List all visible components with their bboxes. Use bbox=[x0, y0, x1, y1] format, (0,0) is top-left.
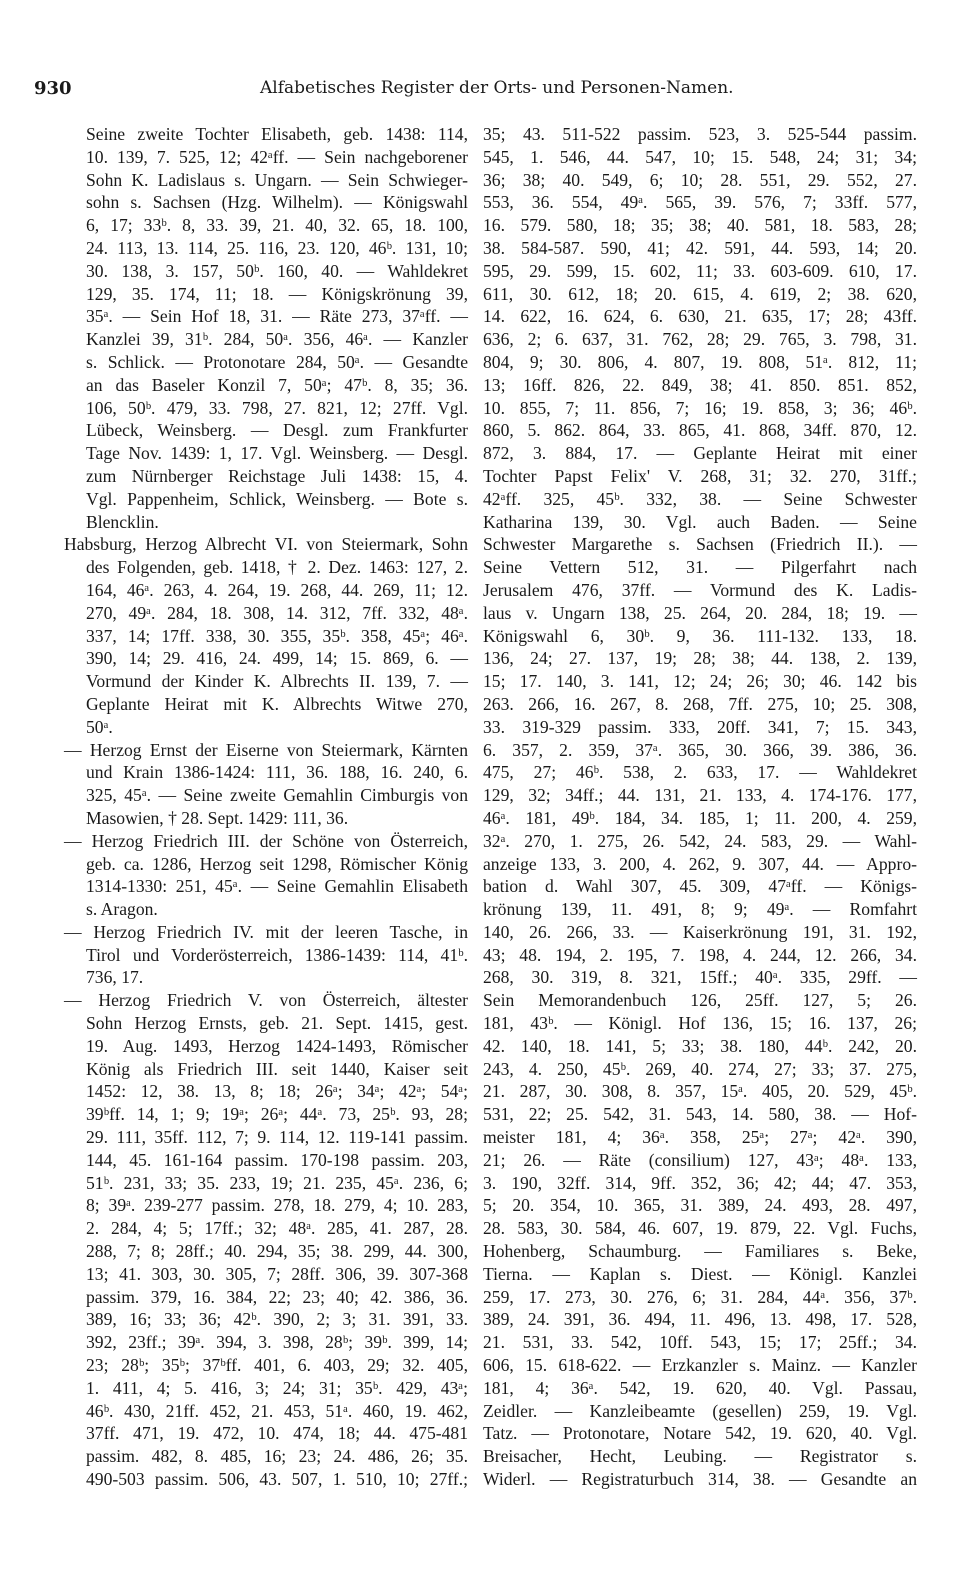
register-line: 50ᵃ. bbox=[86, 716, 113, 737]
register-line: 23; 28ᵇ; 35ᵇ; 37ᵇff. 401, 6. 403, 29; 32. 405, bbox=[86, 1355, 468, 1376]
running-title: Alfabetisches Register der Orts- und Personen-Namen. bbox=[260, 78, 734, 98]
register-line: 531, 22; 25. 542, 31. 543, 14. 580, 38. — Hof- bbox=[483, 1104, 917, 1125]
register-line: 51ᵇ. 231, 33; 35. 233, 19; 21. 235, 45ᵃ. 236, 6; bbox=[86, 1172, 468, 1193]
register-line: 804, 9; 30. 806, 4. 807, 19. 808, 51ᵃ. 812, 11; bbox=[483, 351, 917, 372]
register-line: 243, 4. 250, 45ᵇ. 269, 40. 274, 27; 33; 37. 275, bbox=[483, 1058, 917, 1079]
register-line: 390, 14; 29. 416, 24. 499, 14; 15. 869, 6. — bbox=[86, 648, 468, 669]
register-line: — Herzog Friedrich IV. mit der leeren Tasche, in bbox=[64, 921, 468, 942]
register-line: 181, 4; 36ᵃ. 542, 19. 620, 40. Vgl. Passau, bbox=[483, 1377, 917, 1398]
register-line: 14. 622, 16. 624, 6. 630, 21. 635, 17; 28; 43ff. bbox=[483, 306, 917, 327]
register-line: bation d. Wahl 307, 45. 309, 47ᵃff. — Königs- bbox=[483, 876, 917, 897]
register-line: 636, 2; 6. 637, 31. 762, 28; 29. 765, 3. 798, 31. bbox=[483, 329, 917, 350]
register-line: 325, 45ᵃ. — Seine zweite Gemahlin Cimburgis von bbox=[86, 785, 468, 806]
register-line: 611, 30. 612, 18; 20. 615, 4. 619, 2; 38. 620, bbox=[483, 283, 917, 304]
register-line: Tierna. — Kaplan s. Diest. — Königl. Kanzlei bbox=[483, 1263, 917, 1284]
register-line: des Folgenden, geb. 1418, † 2. Dez. 1463: 127, 2. bbox=[86, 557, 468, 578]
register-line: 259, 17. 273, 30. 276, 6; 31. 284, 44ᵃ. 356, 37ᵇ. bbox=[483, 1286, 917, 1307]
register-line: 43; 48. 194, 2. 195, 7. 198, 4. 244, 12. 266, 34. bbox=[483, 944, 917, 965]
register-line: 6. 357, 2. 359, 37ᵃ. 365, 30. 366, 39. 386, 36. bbox=[483, 739, 917, 760]
register-line: 13; 16ff. 826, 22. 849, 38; 41. 850. 851. 852, bbox=[483, 374, 917, 395]
register-line: Zeidler. — Kanzleibeamte (gesellen) 259, 19. Vgl. bbox=[483, 1400, 917, 1421]
register-line: 144, 45. 161-164 passim. 170-198 passim. 203, bbox=[86, 1149, 468, 1170]
register-line: 19. Aug. 1493, Herzog 1424-1493, Römischer bbox=[86, 1035, 468, 1056]
register-line: 36; 38; 40. 549, 6; 10; 28. 551, 29. 552, 27. bbox=[483, 169, 917, 190]
register-line: 389, 16; 33; 36; 42ᵇ. 390, 2; 3; 31. 391, 33. bbox=[86, 1309, 468, 1330]
register-line: 129, 32; 34ff.; 44. 131, 21. 133, 4. 174-176. 177, bbox=[483, 785, 917, 806]
register-line: laus v. Ungarn 138, 25. 264, 20. 284, 18; 19. — bbox=[483, 602, 917, 623]
register-line: krönung 139, 11. 491, 8; 9; 49ᵃ. — Romfahrt bbox=[483, 899, 917, 920]
register-line: — Herzog Ernst der Eiserne von Steiermark, Kärnten bbox=[64, 739, 468, 760]
register-line: 545, 1. 546, 44. 547, 10; 15. 548, 24; 31; 34; bbox=[483, 146, 917, 167]
register-line: Breisacher, Hecht, Leubing. — Registrator s. bbox=[483, 1446, 917, 1467]
register-line: 140, 26. 266, 33. — Kaiserkrönung 191, 31. 192, bbox=[483, 921, 917, 942]
register-line: Geplante Heirat mit K. Albrechts Witwe 270, bbox=[86, 693, 468, 714]
register-line: passim. 482, 8. 485, 16; 23; 24. 486, 26; 35. bbox=[86, 1446, 468, 1467]
register-line: geb. ca. 1286, Herzog seit 1298, Römischer König bbox=[86, 853, 468, 874]
register-line: König als Friedrich III. seit 1440, Kaiser seit bbox=[86, 1058, 468, 1079]
right-column bbox=[483, 123, 917, 1491]
register-line: 46ᵇ. 430, 21ff. 452, 21. 453, 51ᵃ. 460, 19. 462, bbox=[86, 1400, 468, 1421]
register-line: 268, 30. 319, 8. 321, 15ff.; 40ᵃ. 335, 29ff. — bbox=[483, 967, 917, 988]
register-line: Sein Memorandenbuch 126, 25ff. 127, 5; 26. bbox=[483, 990, 917, 1011]
register-line: 32ᵃ. 270, 1. 275, 26. 542, 24. 583, 29. — Wahl- bbox=[483, 830, 917, 851]
register-line: 21. 531, 33. 542, 10ff. 543, 15; 17; 25ff.; 34. bbox=[483, 1332, 917, 1353]
register-line: Sohn K. Ladislaus s. Ungarn. — Sein Schwieger- bbox=[86, 169, 468, 190]
page-header bbox=[34, 78, 894, 108]
register-line: Seine Vettern 512, 31. — Pilgerfahrt nach bbox=[483, 557, 917, 578]
register-line: zum Nürnberger Reichstage Juli 1438: 15, 4. bbox=[86, 465, 468, 486]
register-line: 35; 43. 511-522 passim. 523, 3. 525-544 passim. bbox=[483, 124, 917, 144]
register-line: 736, 17. bbox=[86, 967, 144, 988]
register-line: 490-503 passim. 506, 43. 507, 1. 510, 10; 27ff.; bbox=[86, 1469, 468, 1490]
register-line: 1314-1330: 251, 45ᵃ. — Seine Gemahlin Elisabeth bbox=[86, 876, 468, 897]
register-line: 860, 5. 862. 864, 33. 865, 41. 868, 34ff. 870, 12. bbox=[483, 420, 917, 441]
register-line: passim. 379, 16. 384, 22; 23; 40; 42. 386, 36. bbox=[86, 1286, 468, 1307]
left-column bbox=[64, 123, 468, 1491]
register-line: 21; 26. — Räte (consilium) 127, 43ᵃ; 48ᵃ. 133, bbox=[483, 1149, 917, 1170]
register-line: 29. 111, 35ff. 112, 7; 9. 114, 12. 119-141 passim. bbox=[86, 1127, 468, 1148]
register-line: Tochter Papst Felix' V. 268, 31; 32. 270, 31ff.; bbox=[483, 465, 917, 486]
register-line: 129, 35. 174, 11; 18. — Königskrönung 39, bbox=[86, 283, 468, 304]
register-line: 21. 287, 30. 308, 8. 357, 15ᵃ. 405, 20. 529, 45ᵇ. bbox=[483, 1081, 917, 1102]
register-line: 263. 266, 16. 267, 8. 268, 7ff. 275, 10; 25. 308, bbox=[483, 693, 917, 714]
register-line: 35ᵃ. — Sein Hof 18, 31. — Räte 273, 37ᵃff. — bbox=[86, 306, 468, 327]
register-line: anzeige 133, 3. 200, 4. 262, 9. 307, 44. — Appro- bbox=[483, 853, 917, 874]
register-line: 164, 46ᵃ. 263, 4. 264, 19. 268, 44. 269, 11; 12. bbox=[86, 579, 468, 600]
register-line: Blencklin. bbox=[86, 511, 159, 532]
register-line: Masowien, † 28. Sept. 1429: 111, 36. bbox=[86, 807, 349, 828]
register-line: 475, 27; 46ᵇ. 538, 2. 633, 17. — Wahldekret bbox=[483, 762, 917, 783]
register-line: Katharina 139, 30. Vgl. auch Baden. — Seine bbox=[483, 511, 917, 532]
register-line: 8; 39ᵃ. 239-277 passim. 278, 18. 279, 4; 10. 283, bbox=[86, 1195, 468, 1216]
register-line: 606, 15. 618-622. — Erzkanzler s. Mainz. — Kanzler bbox=[483, 1355, 917, 1376]
register-line: 270, 49ᵃ. 284, 18. 308, 14. 312, 7ff. 332, 48ᵃ. bbox=[86, 602, 468, 623]
register-line: 1452: 12, 38. 13, 8; 18; 26ᵃ; 34ᵃ; 42ᵃ; 54ᵃ; bbox=[86, 1081, 468, 1102]
register-line: Königswahl 6, 30ᵇ. 9, 36. 111-132. 133, 18. bbox=[483, 625, 917, 646]
register-line: — Herzog Friedrich III. der Schöne von Österreich, bbox=[64, 830, 468, 851]
register-line: an das Baseler Konzil 7, 50ᵃ; 47ᵇ. 8, 35; 36. bbox=[86, 374, 468, 395]
register-line: 181, 43ᵇ. — Königl. Hof 136, 15; 16. 137, 26; bbox=[483, 1013, 917, 1034]
register-line: 106, 50ᵇ. 479, 33. 798, 27. 821, 12; 27ff. Vgl. bbox=[86, 397, 468, 418]
register-line: 42. 140, 18. 141, 5; 33; 38. 180, 44ᵇ. 242, 20. bbox=[483, 1035, 917, 1056]
page-number: 930 bbox=[34, 78, 72, 99]
register-line: Kanzlei 39, 31ᵇ. 284, 50ᵃ. 356, 46ᵃ. — Kanzler bbox=[86, 329, 468, 350]
register-line: 1. 411, 4; 5. 416, 3; 24; 31; 35ᵇ. 429, 43ᵃ; bbox=[86, 1377, 468, 1398]
register-line: Jerusalem 476, 37ff. — Vormund des K. Ladis- bbox=[483, 579, 917, 600]
register-line: 13; 41. 303, 30. 305, 7; 28ff. 306, 39. 307-368 bbox=[86, 1263, 468, 1284]
register-line: Tatz. — Protonotare, Notare 542, 19. 620, 40. Vgl. bbox=[483, 1423, 917, 1444]
register-line: 28. 583, 30. 584, 46. 607, 19. 879, 22. Vgl. Fuchs, bbox=[483, 1218, 917, 1239]
register-line: 42ᵃff. 325, 45ᵇ. 332, 38. — Seine Schwester bbox=[483, 488, 917, 509]
register-line: Tage Nov. 1439: 1, 17. Vgl. Weinsberg. — Desgl. bbox=[86, 443, 468, 464]
register-line: 16. 579. 580, 18; 35; 38; 40. 581, 18. 583, 28; bbox=[483, 215, 917, 236]
register-line: Tirol und Vorderösterreich, 1386-1439: 114, 41ᵇ. bbox=[86, 944, 468, 965]
register-line: 553, 36. 554, 49ᵃ. 565, 39. 576, 7; 33ff. 577, bbox=[483, 192, 917, 213]
register-line: 5; 20. 354, 10. 365, 31. 389, 24. 493, 28. 497, bbox=[483, 1195, 917, 1216]
register-line: 15; 17. 140, 3. 141, 12; 24; 26; 30; 46. 142 bis bbox=[483, 671, 917, 692]
register-line: 39ᵇff. 14, 1; 9; 19ᵃ; 26ᵃ; 44ᵃ. 73, 25ᵇ. 93, 28; bbox=[86, 1104, 468, 1125]
register-line: 3. 190, 32ff. 314, 9ff. 352, 36; 42; 44; 47. 353, bbox=[483, 1172, 917, 1193]
register-line: 392, 23ff.; 39ᵃ. 394, 3. 398, 28ᵇ; 39ᵇ. 399, 14; bbox=[86, 1332, 468, 1353]
register-line: 30. 138, 3. 157, 50ᵇ. 160, 40. — Wahldekret bbox=[86, 260, 468, 281]
register-line: und Krain 1386-1424: 111, 36. 188, 16. 240, 6. bbox=[86, 762, 468, 783]
register-line: Seine zweite Tochter Elisabeth, geb. 1438: 114, bbox=[86, 124, 468, 144]
register-line: 38. 584-587. 590, 41; 42. 591, 44. 593, 14; 20. bbox=[483, 237, 917, 258]
register-line: Vormund der Kinder K. Albrechts II. 139, 7. — bbox=[86, 671, 468, 692]
register-line: 872, 3. 884, 17. — Geplante Heirat mit einer bbox=[483, 443, 917, 464]
register-line: — Herzog Friedrich V. von Österreich, ältester bbox=[64, 990, 468, 1011]
register-line: 46ᵃ. 181, 49ᵇ. 184, 34. 185, 1; 11. 200, 4. 259, bbox=[483, 807, 917, 828]
register-line: Schwester Margarethe s. Sachsen (Friedrich II.). — bbox=[483, 534, 917, 555]
register-line: Vgl. Pappenheim, Schlick, Weinsberg. — Bote s. bbox=[86, 488, 468, 509]
register-line: Habsburg, Herzog Albrecht VI. von Steiermark, Sohn bbox=[64, 534, 468, 555]
register-line: s. Aragon. bbox=[86, 899, 158, 920]
register-line: 37ff. 471, 19. 472, 10. 474, 18; 44. 475-481 bbox=[86, 1423, 468, 1444]
register-line: 389, 24. 391, 36. 494, 11. 496, 13. 498, 17. 528, bbox=[483, 1309, 917, 1330]
register-line: Lübeck, Weinsberg. — Desgl. zum Frankfurter bbox=[86, 420, 468, 441]
register-line: sohn s. Sachsen (Hzg. Wilhelm). — Königswahl bbox=[86, 192, 468, 213]
register-line: 288, 7; 8; 28ff.; 40. 294, 35; 38. 299, 44. 300, bbox=[86, 1241, 468, 1262]
register-line: 595, 29. 599, 15. 602, 11; 33. 603-609. 610, 17. bbox=[483, 260, 917, 281]
register-line: 6, 17; 33ᵇ. 8, 33. 39, 21. 40, 32. 65, 18. 100, bbox=[86, 215, 468, 236]
register-line: Sohn Herzog Ernsts, geb. 21. Sept. 1415, gest. bbox=[86, 1013, 468, 1034]
register-line: 2. 284, 4; 5; 17ff.; 32; 48ᵃ. 285, 41. 287, 28. bbox=[86, 1218, 468, 1239]
register-line: Hohenberg, Schaumburg. — Familiares s. Beke, bbox=[483, 1241, 917, 1262]
register-line: 33. 319-329 passim. 333, 20ff. 341, 7; 15. 343, bbox=[483, 716, 917, 737]
register-line: 10. 855, 7; 11. 856, 7; 16; 19. 858, 3; 36; 46ᵇ. bbox=[483, 397, 917, 418]
register-line: 10. 139, 7. 525, 12; 42ᵃff. — Sein nachgeborener bbox=[86, 146, 468, 167]
register-line: s. Schlick. — Protonotare 284, 50ᵃ. — Gesandte bbox=[86, 351, 468, 372]
register-line: 136, 24; 27. 137, 19; 28; 38; 44. 138, 2. 139, bbox=[483, 648, 917, 669]
register-line: 337, 14; 17ff. 338, 30. 355, 35ᵇ. 358, 45ᵃ; 46ᵃ. bbox=[86, 625, 468, 646]
register-line: Widerl. — Registraturbuch 314, 38. — Gesandte an bbox=[483, 1469, 917, 1490]
register-line: meister 181, 4; 36ᵃ. 358, 25ᵃ; 27ᵃ; 42ᵃ. 390, bbox=[483, 1127, 917, 1148]
register-line: 24. 113, 13. 114, 25. 116, 23. 120, 46ᵇ. 131, 10; bbox=[86, 237, 468, 258]
